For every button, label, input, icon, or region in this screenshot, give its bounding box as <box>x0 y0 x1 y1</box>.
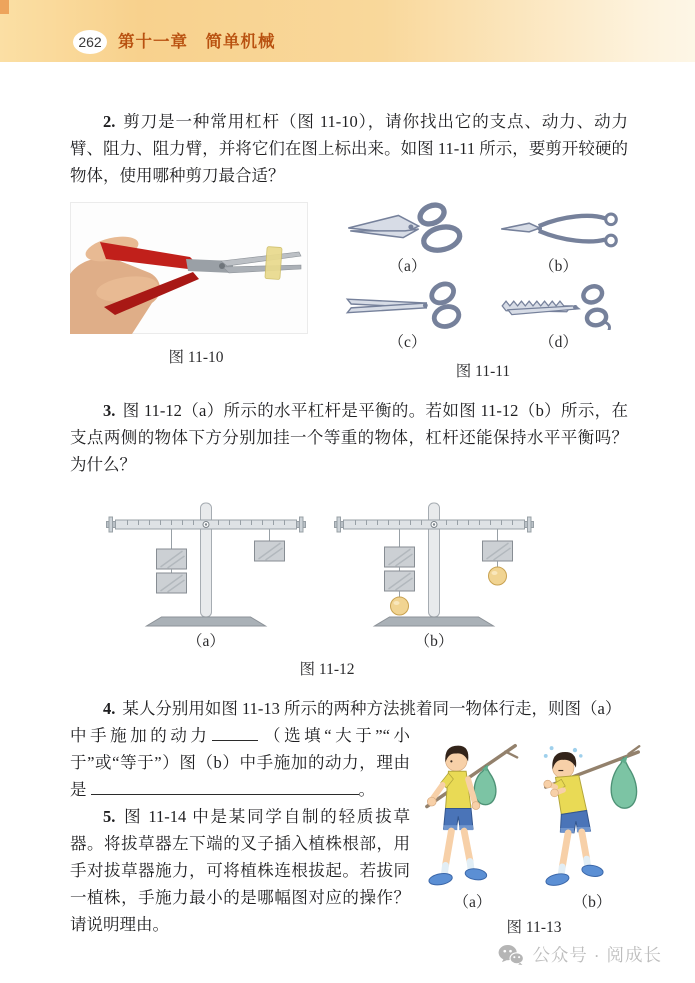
question-2-number: 2. <box>103 112 116 131</box>
lever-with-added-weights-illustration <box>330 493 538 627</box>
balanced-lever-illustration <box>102 493 310 627</box>
balance-pair <box>102 493 552 651</box>
wechat-icon <box>498 944 524 965</box>
question-5-number: 5. <box>103 807 116 826</box>
scissors-option-b <box>489 202 628 276</box>
figure-11-10 <box>70 202 322 367</box>
question-4-number: 4. <box>103 699 116 718</box>
question-4-seg1: 中手施加的动力 <box>70 726 211 745</box>
figure-11-11-caption: 图 11-11 <box>455 363 511 380</box>
balance-a-label: （a） <box>187 633 225 650</box>
cutting-pliers-illustration <box>496 202 622 254</box>
balance-b-label: （b） <box>414 633 454 650</box>
question-4-seg2: （选填“大于”“小于”或“等于”）图（b）中手施加的动力，理由是 <box>70 726 410 799</box>
tailor-scissors-illustration <box>345 202 471 254</box>
figure-11-10-caption: 图 11-10 <box>168 349 224 366</box>
scissors-c-label: （c） <box>388 334 427 351</box>
figure-row <box>70 202 628 381</box>
figure-11-12-caption: 图 11-12 <box>299 661 355 678</box>
carry-method-a-label: （a） <box>453 894 492 911</box>
question-3 <box>70 397 628 478</box>
long-scissors-illustration <box>345 278 471 330</box>
question-3-number: 3. <box>103 401 116 420</box>
scissors-d-label: （d） <box>539 334 578 351</box>
chapter-title: 第十一章 简单机械 <box>118 33 276 51</box>
boy-carrying-bag-far-end-illustration <box>536 728 648 890</box>
question-4-line1: 某人分别用如图 11-13 所示的两种方法挑着同一物体行走，则图（a） <box>122 699 622 718</box>
page-header <box>0 0 695 62</box>
figure-11-11 <box>338 202 628 381</box>
figure-11-12 <box>102 493 552 679</box>
thinning-shears-illustration <box>496 278 622 330</box>
fill-in-blank-2 <box>91 779 359 795</box>
scissors-b-label: （b） <box>539 258 578 275</box>
scissors-a-label: （a） <box>388 258 427 275</box>
hand-scissors-photo-illustration <box>70 202 308 334</box>
questions-4-5-block <box>70 695 628 938</box>
scissors-option-c <box>338 278 477 352</box>
boy-carrying-bag-near-shoulder-illustration <box>420 728 525 890</box>
question-2 <box>70 108 628 189</box>
figure-11-13-caption: 图 11-13 <box>506 919 562 936</box>
balance-a <box>102 493 310 651</box>
question-4 <box>70 695 628 722</box>
carry-method-b-label: （b） <box>572 894 612 911</box>
page-number-badge: 262 <box>73 30 107 54</box>
scissors-option-a <box>338 202 477 276</box>
fill-in-blank-1 <box>212 725 258 741</box>
corner-mark <box>0 0 9 14</box>
carry-method-b <box>536 728 648 912</box>
question-2-text: 剪刀是一种常用杠杆（图 11-10），请你找出它的支点、动力、动力臂、阻力、阻力臂，并将它们在图上标出来。如图 11-11 所示，要剪开较硬的物体，使用哪种剪刀最合适？ <box>70 112 628 185</box>
watermark-text: 公众号 · 阅成长 <box>532 945 662 965</box>
scissors-option-d <box>489 278 628 352</box>
scissors-photo <box>70 202 308 334</box>
watermark-footer <box>498 942 662 967</box>
figure-11-13 <box>420 728 648 937</box>
carry-method-a <box>420 728 525 912</box>
scissors-grid <box>338 202 628 352</box>
balance-b <box>330 493 538 651</box>
question-5-text: 图 11-14 中是某同学自制的轻质拔草器。将拔草器左下端的叉子插入植株根部，用手对拔草器施力，可将植株连根拔起。若拔同一植株，手施力最小的是哪幅图对应的操作？请说明理由。 <box>70 807 410 934</box>
question-3-text: 图 11-12（a）所示的水平杠杆是平衡的。若如图 11-12（b）所示，在支点两侧的物体下方分别加挂一个等重的物体，杠杆还能保持水平平衡吗？为什么？ <box>70 401 628 474</box>
page-content <box>0 108 695 938</box>
carrying-methods <box>420 728 648 912</box>
question-4-period: 。 <box>358 780 375 799</box>
